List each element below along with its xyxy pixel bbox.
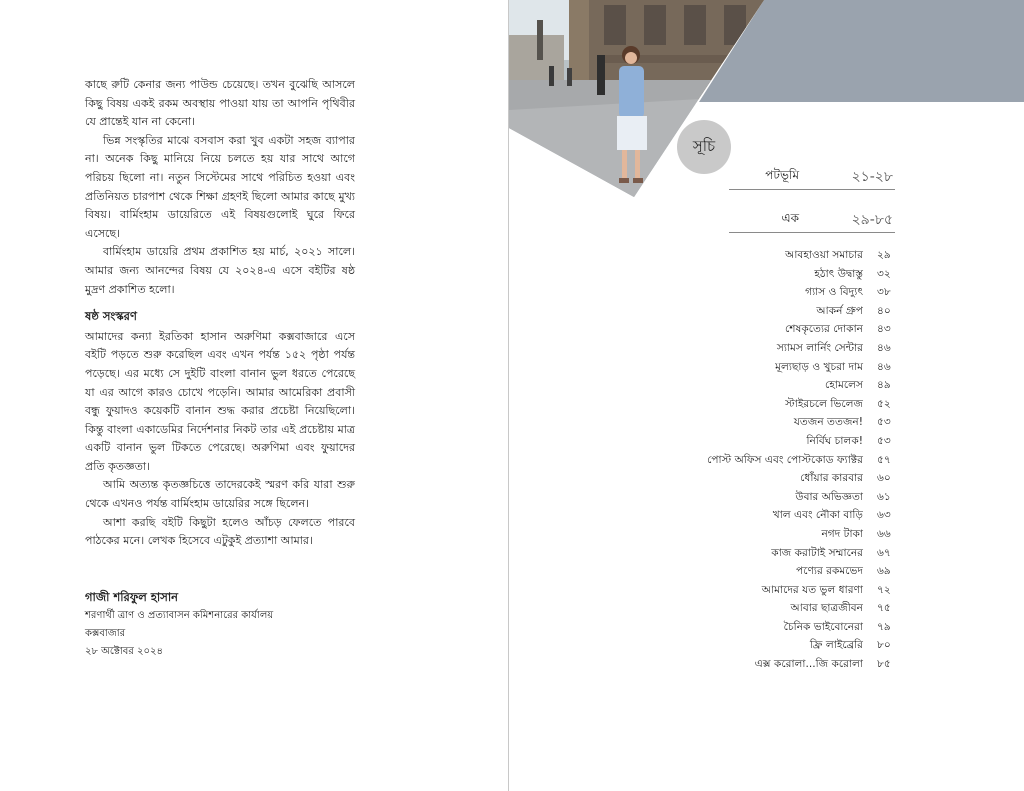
toc-entry-page: ৬৬ xyxy=(877,527,891,540)
toc-entry-page: ৫২ xyxy=(877,397,891,410)
toc-entry-title: খাল এবং নৌকা বাড়ি xyxy=(772,509,863,522)
paragraph-2: ভিন্ন সংস্কৃতির মাঝে বসবাস করা খুব একটা সহজ ব্যাপার না। অনেক কিছু মানিয়ে নিয়ে চলতে হয় যার সাথে আগে পরিচয় ছিলো না। নতুন সিস্টেমের সাথে পরিচিত হওয়া এবং প্রতিনিয়ত চারপাশ থেকে শিক্ষা গ্রহণই ছিলো আমার কাছে মুখ্য বিষয়। বার্মিংহাম ডায়েরিতে এই বিষয়গুলোই ঘুরে ফিরে এসেছে। xyxy=(85,133,355,240)
toc-entry-list xyxy=(659,247,899,675)
part-name: পটভূমি xyxy=(765,168,799,182)
part-range: ২৯-৮৫ xyxy=(851,212,893,228)
toc-entry-page: ৫৩ xyxy=(877,416,891,429)
toc-entry xyxy=(659,396,899,415)
toc-entry xyxy=(659,619,899,638)
toc-entry-title: পণ্যের রকমভেদ xyxy=(796,565,863,578)
toc-entry-page: ৪৬ xyxy=(877,360,891,373)
toc-entry xyxy=(659,470,899,489)
toc-entry-title: আকর্ন গ্রুপ xyxy=(816,304,863,317)
toc-entry-page: ২৯ xyxy=(877,249,891,261)
toc-entry xyxy=(659,266,899,285)
toc-entry-page: ৭৫ xyxy=(877,602,891,615)
toc-entry-page: ৬১ xyxy=(877,490,891,503)
toc-title-badge xyxy=(677,120,731,174)
toc-entry-page: ৪৯ xyxy=(877,379,891,392)
toc-entry-title: যতজন ততজন! xyxy=(793,416,863,429)
toc-part-background xyxy=(729,167,895,187)
toc-entry-title: স্টাইরচলে ভিলেজ xyxy=(785,397,863,410)
toc-entry-title: হোমলেস xyxy=(825,379,863,392)
toc-entry-page: ৫৩ xyxy=(877,434,891,447)
author-place: কক্সবাজার xyxy=(85,628,126,639)
author-name: গাজী শরিফুল হাসান xyxy=(85,590,179,604)
toc-entry-title: উবার অভিজ্ঞতা xyxy=(795,490,863,503)
toc-entry-title: চৈনিক ভাইবোনেরা xyxy=(783,620,863,633)
preface-text xyxy=(85,76,355,551)
paragraph-3: বার্মিংহাম ডায়েরি প্রথম প্রকাশিত হয় মার্চ, ২০২১ সালে। আমার জন্য আনন্দের বিষয় যে ২০২৪-এ এসে বইটির ষষ্ঠ মুদ্রণ প্রকাশিত হলো। xyxy=(85,245,355,296)
toc-entry-title: আমাদের যত ভুল ধারণা xyxy=(761,583,863,596)
toc-entry-page: ৩৮ xyxy=(877,286,891,299)
toc-entry-page: ৬৭ xyxy=(877,546,891,559)
toc-entry-page: ৪০ xyxy=(877,304,891,317)
toc-entry xyxy=(659,433,899,452)
toc-entry-page: ৩২ xyxy=(877,267,891,280)
toc-entry xyxy=(659,637,899,656)
toc-title: সূচি xyxy=(692,136,716,155)
toc-entry xyxy=(659,340,899,359)
toc-entry-title: মূল্যছাড় ও খুচরা দাম xyxy=(775,360,863,373)
toc-entry-title: শেষকৃত্যের দোকান xyxy=(784,323,863,336)
toc-entry xyxy=(659,600,899,619)
toc-entry-title: এক্স করোলা...জি করোলা xyxy=(754,658,863,671)
toc-entry-page: ৭৯ xyxy=(877,620,891,633)
toc-entry xyxy=(659,247,899,266)
toc-entry xyxy=(659,507,899,526)
toc-entry xyxy=(659,303,899,322)
left-page xyxy=(0,0,508,791)
toc-entry xyxy=(659,545,899,564)
toc-entry xyxy=(659,359,899,378)
toc-entry-title: স্যামস লার্নিং সেন্টার xyxy=(776,341,863,354)
toc-entry-page: ৭২ xyxy=(877,583,891,596)
toc-entry xyxy=(659,489,899,508)
toc-divider xyxy=(729,232,895,233)
author-office: শরণার্থী ত্রাণ ও প্রত্যাবাসন কমিশনারের কার্যালয় xyxy=(85,610,274,621)
toc-entry-title: গ্যাস ও বিদ্যুৎ xyxy=(805,286,863,299)
toc-entry xyxy=(659,526,899,545)
signature-date: ২৮ অক্টোবর ২০২৪ xyxy=(85,646,164,657)
toc-entry-page: ৪৬ xyxy=(877,341,891,354)
paragraph-1: কাছে রুটি কেনার জন্য পাউন্ড চেয়েছে। তখন বুঝেছি আসলে কিছু বিষয় একই রকম অবস্থায় পাওয়া যায় তা আপনি পৃথিবীর যে প্রান্তেই যান না কেনো। xyxy=(85,78,355,129)
paragraph-4: আমাদের কন্যা ইরতিকা হাসান অরুণিমা কক্সবাজারে এসে বইটি পড়তে শুরু করেছিল এবং এখন পর্যন্ত ১৫২ পৃষ্ঠা পর্যন্ত পড়েছে। এর মধ্যে সে দুইটি বাংলা বানান ভুল ধরতে পেরেছে যা এর আগে কারও চোখে পড়েনি। আমার আমেরিকা প্রবাসী বন্ধু ফুয়াদও কয়েকটি বানান শুদ্ধ করার প্রচেষ্টা নিয়েছিলো। কিন্তু বাংলা একাডেমির নির্দেশনার নিকট তার এই প্রচেষ্টায় মাত্র একটি বানান ভুল টিকতে পেরেছে। অরুণিমা এবং ফুয়াদের প্রতি কৃতজ্ঞতা। xyxy=(85,329,355,473)
toc-entry-page: ৬০ xyxy=(877,472,891,485)
toc-entry-page: ৬৯ xyxy=(877,565,891,578)
toc-entry xyxy=(659,284,899,303)
toc-part-one xyxy=(729,210,895,230)
toc-entry xyxy=(659,377,899,396)
toc-entry-title: নগদ টাকা xyxy=(821,527,863,540)
toc-entry-page: ৪৩ xyxy=(877,323,891,336)
toc-entry-page: ৬৩ xyxy=(877,509,891,522)
toc-entry-title: আবার ছাত্রজীবন xyxy=(790,602,863,615)
part-range: ২১-২৮ xyxy=(851,169,893,185)
toc-entry-title: পোস্ট অফিস এবং পোস্টকোড ফ্যাক্টর xyxy=(707,453,863,466)
toc-entry xyxy=(659,582,899,601)
toc-entry-title: ধোঁয়ার কারবার xyxy=(800,472,863,485)
right-page xyxy=(509,0,1024,791)
toc-entry-title: হঠাৎ উদ্বাস্তু xyxy=(814,267,863,280)
toc-entry-title: ফ্রি লাইব্রেরি xyxy=(809,639,863,652)
toc-entry xyxy=(659,452,899,471)
toc-entry xyxy=(659,563,899,582)
toc-entry xyxy=(659,321,899,340)
toc-entry-title: কাজ করাটাই সম্মানের xyxy=(771,546,863,559)
toc-entry-page: ৫৭ xyxy=(877,453,891,466)
section-heading: ষষ্ঠ সংস্করণ xyxy=(85,309,137,324)
toc-entry-title: নির্বিঘ চালক! xyxy=(806,434,863,447)
part-name: এক xyxy=(781,211,799,225)
toc-entry xyxy=(659,656,899,675)
signature-block xyxy=(85,587,375,661)
paragraph-5: আমি অত্যন্ত কৃতজ্ঞচিত্তে তাদেরকেই স্মরণ করি যারা শুরু থেকে এখনও পর্যন্ত বার্মিংহাম ডায়েরির সঙ্গে ছিলেন। xyxy=(85,478,355,511)
paragraph-6: আশা করছি বইটি কিছুটা হলেও আঁচড় ফেলতে পারবে পাঠকের মনে। লেখক হিসেবে এটুকুই প্রত্যাশা আমার। xyxy=(85,515,355,548)
toc-divider xyxy=(729,189,895,190)
toc-entry-page: ৮৫ xyxy=(877,658,891,671)
toc-entry xyxy=(659,414,899,433)
toc-entry-title: আবহাওয়া সমাচার xyxy=(785,249,863,261)
toc-entry-page: ৮০ xyxy=(877,639,891,652)
